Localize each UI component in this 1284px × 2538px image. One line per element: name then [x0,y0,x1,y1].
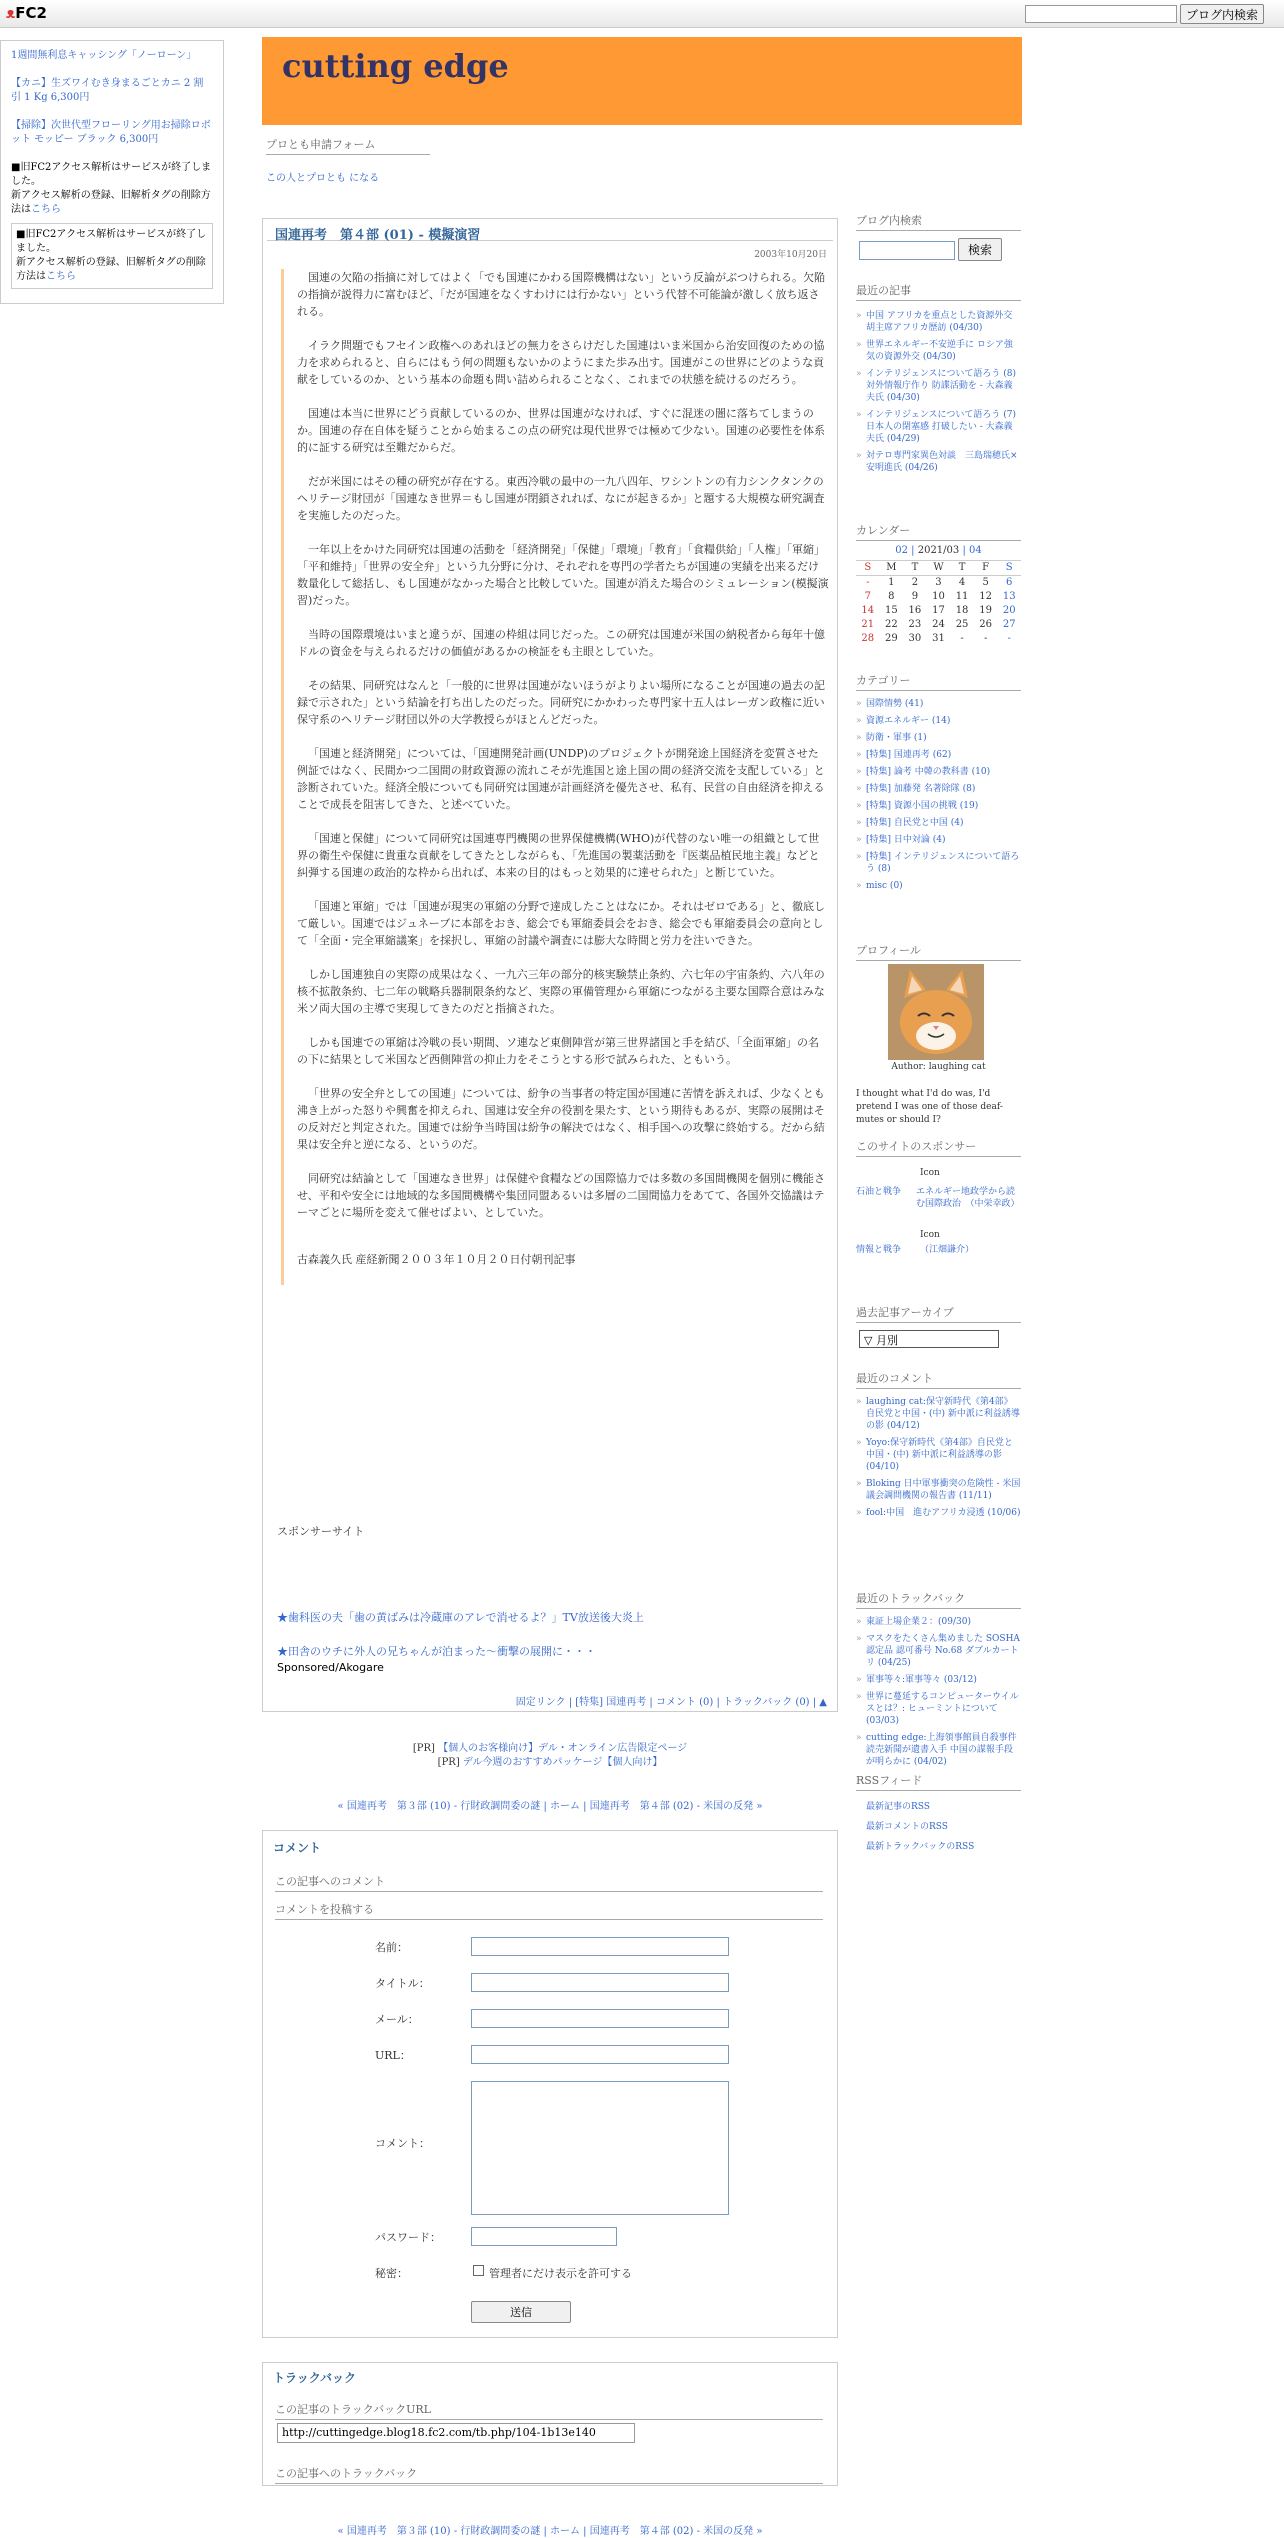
rss-trackbacks-link[interactable]: 最新トラックバックのRSS [866,1842,975,1852]
archive-select[interactable]: ▽ 月別 [859,1330,999,1348]
category-link[interactable]: » [特集] 論考 中韓の教科書 (10) [856,766,1021,778]
ad-link[interactable]: 【掃除】次世代型フローリング用お掃除ロボット モッピー ブラック 6,300円 [11,120,211,145]
comment-section [262,1830,838,2338]
notice-text: ■旧FC2アクセス解析はサービスが終了しました。 [16,229,207,254]
calendar-day: - [1007,633,1011,644]
recent-comment-link[interactable]: » Bloking 日中軍事衝突の危険性 - 米国議会調問機関の報告書 (11/11) [856,1478,1021,1502]
submit-button[interactable]: 送信 [471,2301,571,2323]
sponsor-title: このサイトのスポンサー [856,1138,1021,1157]
calendar-day: 11 [955,591,969,602]
sidebar-search-input[interactable] [859,241,955,260]
trackback-heading: トラックバック [273,2371,357,2385]
entry-source: 古森義久氏 産経新聞２００３年１０月２０日付朝刊記事 [297,1253,576,1266]
calendar-day: 13 [1002,591,1016,602]
recent-trackbacks-title: 最近のトラックバック [856,1590,1021,1609]
profile-title: プロフィール [856,942,1021,961]
left-ad-panel [0,40,224,304]
calendar-day: 12 [979,591,992,602]
fc2-logo-text: FC2 [15,4,47,22]
calendar-day: 25 [955,619,969,630]
sponsor-link[interactable]: エネルギー地政学から読む国際政治 （中栄幸政） [916,1187,1020,1209]
sponsor-link[interactable]: 石油と戦争 [856,1187,902,1197]
calendar-day: 16 [908,605,922,616]
calendar-current-month: 2021/03 [917,545,960,556]
fc2-toolbar [0,0,1284,28]
calendar-day: 7 [864,591,871,602]
recent-trackback-link[interactable]: » 世界に蔓延するコンピューターウイルスとは？: ヒューミントについて (03/03) [856,1691,1021,1727]
notice-text: 新アクセス解析の登録、旧解析タグの削除方法は [11,190,211,215]
category-link[interactable]: » [特集] 国連再考 (62) [856,749,1021,761]
calendar-day-name: W [927,561,951,576]
entry-paragraph: 一年以上をかけた同研究は国連の活動を「経済開発」「保健」「環境」「教育」「食糧供給」「人権」「軍縮」「平和維持」「世界の安全弁」という九分野に分け、それぞれを専門の学者たちが国連の実績を出来るだけ数量化して総括し、もし国連がなかった場合と比較していた。国連が消えた場合のシミュレーション(模擬演習)だった。 [297,543,829,607]
password-field[interactable] [471,2227,617,2246]
calendar-day: 10 [932,591,945,602]
name-label: 名前： [375,1941,408,1954]
entry-paragraph: 「国連と経済開発」については、「国連開発計画(UNDP)のプロジェクトが開発途上国経済を変質させた例証ではなく、民間かつ二国間の財政資源の流れこそが先進国と途上国の間の経済交流を支配している」と診断されていた。経済全般についても同研究は国連が計画経済を優先させ、私有、民営の自由経済を抑えることで成長を阻害してきた、と述べていた。 [297,747,825,811]
entry-date: 2003年10月20日 [754,250,827,260]
category-link[interactable]: » [特集] 自民党と中国 (4) [856,817,1021,829]
category-list [856,698,1021,897]
recent-comment-link[interactable]: » Yoyo:保守新時代《第4部》自民党と中国・(中) 新中派に利益誘導の影 (04/10) [856,1437,1021,1473]
recent-comment-link[interactable]: » fool:中国 進むアフリカ浸透 (10/06) [856,1507,1021,1519]
url-label: URL： [375,2049,411,2062]
calendar-day: 18 [955,605,969,616]
calendar-day-name: T [903,561,927,576]
calendar [856,545,1021,646]
calendar-next-link[interactable]: 04 [969,545,982,556]
calendar-title: カレンダー [856,522,1021,541]
calendar-day: 17 [932,605,945,616]
category-link[interactable]: » [特集] 日中対論 (4) [856,834,1021,846]
analytics-notice [11,161,213,217]
notice-text: 新アクセス解析の登録、旧解析タグの削除方法は [16,257,206,282]
recent-entry-link[interactable]: » 世界エネルギー不安逆手に ロシア強気の資源外交 (04/30) [856,339,1021,363]
entry-paragraph: 「国連と軍縮」では「国連が現実の軍縮の分野で達成したことはなにか。それはゼロである」と、徹底して厳しい。国連ではジュネーブに本部をおき、総会でも軍縮委員会をおき、総会でも軍縮委員会の意向として「全面・完全軍縮議案」を採択し、軍縮の討議や調査には膨大な時間と労力を注いできた。 [297,900,825,947]
calendar-day: 8 [888,591,895,602]
calendar-day: 20 [1002,605,1016,616]
mail-label: メール： [375,2013,419,2026]
entry-paragraph: しかも国連での軍縮は冷戦の長い期間、ソ連など東側陣営が第三世界諸国と手を結び、「全面軍縮」の名の下に結果として米国など西側陣営の抑止力をそこうとする形で試みられた、ともいう。 [297,1036,820,1066]
calendar-day: - [866,577,870,588]
calendar-nav: 02 | 2021/03 | 04 [856,545,1021,561]
pr-link[interactable]: 【個人のお客様向け】デル・オンライン広告限定ページ [438,1743,688,1754]
calendar-day: 31 [932,633,945,644]
calendar-day: 1 [888,577,895,588]
sponsor-link[interactable]: （江畑謙介） [920,1245,975,1255]
entry-paragraph: しかし国連独自の実際の成果はなく、一九六三年の部分的核実験禁止条約、六七年の宇宙条約、六八年の核不拡散条約、七二年の戦略兵器制限条約など、実際の軍備管理から軍縮につながる主要な国際合意はみな米ソ両大国の主導で実現してきたのだと指摘された。 [297,968,825,1015]
calendar-day: 22 [884,619,898,630]
comment-textarea[interactable] [471,2081,729,2215]
calendar-day-name: S [997,561,1021,576]
comment-heading: コメント [273,1841,322,1855]
calendar-day: 3 [935,577,942,588]
entry-paragraph: 「世界の安全弁としての国連」については、紛争の当事者の特定国が国連に苦情を訴えれば、少なくとも沸き上がった怒りや興奮を抑えられ、国連は安全弁の役割を果たす、という期待もあるが、実際の展開はその反対だと判定された。国連では紛争当時国は紛争の解決ではなく、相手国への攻撃に終始する。だから結果は安全弁と逆になる、というのだ。 [297,1087,825,1151]
fc2-logo[interactable] [6,4,47,22]
comment-list-title: この記事へのコメント [275,1873,823,1892]
profile-avatar [888,964,984,1060]
calendar-day: - [983,633,988,644]
recent-entries-list [856,310,1021,479]
notice-link[interactable]: こちら [31,204,61,215]
analytics-notice-box [11,223,213,289]
calendar-day: 28 [861,633,875,644]
entry-paragraph: 国連は本当に世界にどう貢献しているのか、世界は国連がなければ、すぐに混迷の闇に落ちてしまうのか。国連の存在自体を疑うことから始まるこの点の研究は現代世界では極めて少ない。国連の必要性を体系的に証する研究は至難だからだ。 [297,407,825,454]
trackback-url-title: この記事のトラックバックURL [275,2401,823,2420]
rss-title: RSSフィード [856,1772,1021,1791]
sponsored-ad-link[interactable]: ★田舎のウチに外人の兄ちゃんが泊まった～衝撃の展開に・・・ [277,1645,596,1658]
calendar-day: - [960,633,964,644]
entry-body [281,269,829,1285]
calendar-day: 26 [979,619,992,630]
site-title[interactable]: cutting edge [282,47,509,85]
calendar-grid [856,561,1021,646]
entry-title[interactable]: 国連再考 第４部 (01) - 模擬演習 [275,228,481,243]
calendar-day: 24 [932,619,945,630]
calendar-day: 21 [861,619,875,630]
url-field[interactable] [471,2045,729,2064]
calendar-day: 9 [911,591,919,602]
pr-link[interactable]: デル今週のおすすめパッケージ【個人向け】 [462,1757,663,1768]
category-link[interactable]: » [特集] 資源小国の挑戦 (19) [856,800,1021,812]
entry-paragraph: その結果、同研究はなんと「一般的に世界は国連がないほうがよりよい場所になることが国連の過去の記録で示された」という結論を打ち出したのだった。同研究にかかわった専門家十五人はレーガン政権に近い保守系のヘリテージ財団以外の大学教授らがほとんどだった。 [297,679,825,726]
calendar-day: 27 [1002,619,1016,630]
sponsor-icon: Icon [920,1230,940,1240]
trackback-list-title: この記事へのトラックバック [275,2465,823,2484]
pr-prefix: [PR] [437,1757,460,1768]
category-link[interactable]: » misc (0) [856,880,1021,892]
ad-link[interactable]: 1週間無利息キャッシング「ノーローン」 [11,50,197,61]
calendar-prev-link[interactable]: 02 [895,545,908,556]
trackback-url-field[interactable]: http://cuttingedge.blog18.fc2.com/tb.php/104-1b13e140 [277,2423,635,2443]
rss-list [866,1797,974,1857]
profile-text: I thought what I'd do was, I'd pretend I was one of those deaf-mutes or should I? [856,1089,1003,1125]
calendar-day-name: M [880,561,904,576]
recent-entry-link[interactable]: » 中国 アフリカを重点とした資源外交 胡主席アフリカ歴訪 (04/30) [856,310,1021,334]
recent-trackbacks-list [856,1616,1026,1773]
calendar-day: 2 [911,577,919,588]
fc2-search-button[interactable]: ブログ内検索 [1180,4,1264,24]
sidebar-search-title: ブログ内検索 [856,212,1021,231]
category-link[interactable]: » 資源エネルギー (14) [856,715,1021,727]
calendar-day-name: T [950,561,974,576]
recent-trackback-link[interactable]: » cutting edge:上海領事館員自殺事件 読売新聞が遺書入手 中国の謀報手段が明らかに (04/02) [856,1732,1021,1768]
calendar-day: 15 [884,605,898,616]
recent-entry-link[interactable]: » 対テロ専門家異色対談 三島瑞穂氏×安明進氏 (04/26) [856,450,1021,474]
recent-trackback-link[interactable]: » マスクをたくさん集めました SOSHA認定品 認可番号 No.68 ダブルカートリ (04/25) [856,1633,1021,1669]
name-field[interactable] [471,1937,729,1956]
recent-comments-title: 最近のコメント [856,1370,1021,1389]
entry-paragraph: 「国連と保健」について同研究は国連専門機関の世界保健機構(WHO)が代替のない唯一の組織として世界の衛生や保健に貴重な貢献をしてきたとしながらも、「先進国の製薬活動を『医薬品植民地主義』などと糾弾する国連の政治的な枠から出れば、本来の目的はもっと効果的に達せられた」と断じていた。 [297,832,820,879]
secret-label: 秘密： [375,2267,408,2280]
calendar-day: 5 [982,577,989,588]
rss-comments-link[interactable]: 最新コメントのRSS [866,1822,948,1832]
calendar-day: 23 [908,619,922,630]
sponsor-label: スポンサーサイト [277,1525,365,1538]
notice-text: ■旧FC2アクセス解析はサービスが終了しました。 [11,162,212,187]
entry-paragraph: 国連の欠陥の指摘に対してはよく「でも国連にかわる国際機構はない」という反論がぶつけられる。欠陥の指摘が説得力に富むほど、「だが国連をなくすわけには行かない」という代替不可能論が激しく放ち返される。 [297,271,825,318]
title-label: タイトル： [375,1977,430,1990]
profile-author: Author: laughing cat [891,1062,986,1072]
archive-title: 過去記事アーカイブ [856,1304,1021,1323]
calendar-day: 6 [1006,577,1013,588]
recent-trackback-link[interactable]: » 軍事等々:軍事等々 (03/12) [856,1674,1021,1686]
fc2-logo-icon: ᴥ [6,4,16,22]
comment-label: コメント： [375,2137,430,2150]
trackback-section [262,2362,838,2486]
sponsored-by: Sponsored/Akogare [277,1661,384,1674]
sidebar-search-button[interactable]: 検索 [958,238,1002,261]
recent-trackback-link[interactable]: » 東証上場企業２：(09/30) [856,1616,1021,1628]
pro-form-title: プロとも申請フォーム [266,136,430,155]
pr-prefix: [PR] [412,1743,435,1754]
secret-checkbox[interactable] [473,2265,484,2276]
entry-footer-links[interactable]: 固定リンク | [特集] 国連再考 | コメント (0) | トラックバック (0) | ▲ [515,1697,827,1708]
sponsor-icon: Icon [920,1168,940,1178]
entry [262,218,838,1712]
prev-next-nav[interactable]: « 国連再考 第３部 (10) - 行財政調問委の謎 | ホーム | 国連再考 第４部 (02) - 米国の反発 » [337,1801,763,1812]
calendar-day: 30 [908,633,922,644]
blog-header [262,37,1022,125]
recent-comments-list [856,1396,1021,1524]
calendar-day: 19 [979,605,992,616]
calendar-day: 4 [958,577,966,588]
entry-paragraph: だが米国にはその種の研究が存在する。東西冷戦の最中の一九八四年、ワシントンの有力シンクタンクのヘリテージ財団が「国連なき世界＝もし国連が閉鎖されれば、なにが起きるか」と題する大規模な研究調査を実施したのだった。 [297,475,825,522]
ad-link[interactable]: 【カニ】生ズワイむき身まるごとカニ 2 割引 1 Kg 6,300円 [11,78,204,103]
category-link[interactable]: » 国際情勢 (41) [856,698,1021,710]
recent-entries-title: 最近の記事 [856,282,1021,301]
entry-paragraph: 当時の国際環境はいまと違うが、国連の枠組は同じだった。この研究は国連が米国の納税者から毎年十億ドルの資金を与えられるだけの価値があるかの検証をも主眼としていた。 [297,628,825,658]
entry-paragraph: イラク問題でもフセイン政権へのあれほどの無力をさらけだした国連はいま米国から治安回復のための協力を求められると、自らにはもう何の問題もないかのようにまた歩み出す。国連がこの世界にどのような貢献をしているのか、という基本の命題も問い詰められることなく、これまでの状態を続けるのだろう。 [297,339,825,386]
secret-option-label: 管理者にだけ表示を許可する [489,2267,632,2280]
category-link[interactable]: » 防衛・軍事 (1) [856,732,1021,744]
recent-comment-link[interactable]: » laughing cat:保守新時代《第4部》自民党と中国・(中) 新中派に利益誘導の影 (04/12) [856,1396,1021,1432]
entry-paragraph: 同研究は結論として「国連なき世界」は保健や食糧などの国際協力では多数の多国間機関を個別に機能させ、平和や安全には地域的な多国間機構や集団同盟あるいは多層の二国間協力をあてて、各国外交協議はテーマごとに場所を変えて催せばよい、としていた。 [297,1172,825,1219]
calendar-day-name: F [974,561,998,576]
comment-form-title: コメントを投稿する [275,1901,823,1920]
notice-link[interactable]: こちら [46,271,76,282]
pr-block [262,1742,838,1770]
calendar-day: 14 [861,605,875,616]
recent-entry-link[interactable]: » インテリジェンスについて語ろう (8) 対外情報庁作り 防諜活動を - 大森義夫氏 (04/30) [856,368,1021,404]
category-link[interactable]: » [特集] インテリジェンスについて語ろう (8) [856,851,1021,875]
pro-form-link[interactable]: この人とプロとも になる [266,173,380,184]
email-field[interactable] [471,2009,729,2028]
rss-entries-link[interactable]: 最新記事のRSS [866,1802,930,1812]
fc2-search-input[interactable] [1025,5,1177,23]
entry-title-bar [267,223,833,241]
prev-next-nav-bottom[interactable]: « 国連再考 第３部 (10) - 行財政調問委の謎 | ホーム | 国連再考 第４部 (02) - 米国の反発 » [337,2526,763,2537]
category-title: カテゴリー [856,672,1021,691]
title-field[interactable] [471,1973,729,1992]
category-link[interactable]: » [特集] 加藤発 名著除隊 (8) [856,783,1021,795]
recent-entry-link[interactable]: » インテリジェンスについて語ろう (7) 日本人の閉塞感 打破したい - 大森義夫氏 (04/29) [856,409,1021,445]
cat-image [888,964,984,1060]
password-label: パスワード： [375,2231,441,2244]
calendar-day: 29 [884,633,898,644]
sponsored-ad-link[interactable]: ★歯科医の夫「歯の黄ばみは冷蔵庫のアレで消せるよ？」TV放送後大炎上 [277,1611,644,1624]
calendar-day-name: S [856,561,880,576]
sponsor-link[interactable]: 情報と戦争 [856,1245,902,1255]
